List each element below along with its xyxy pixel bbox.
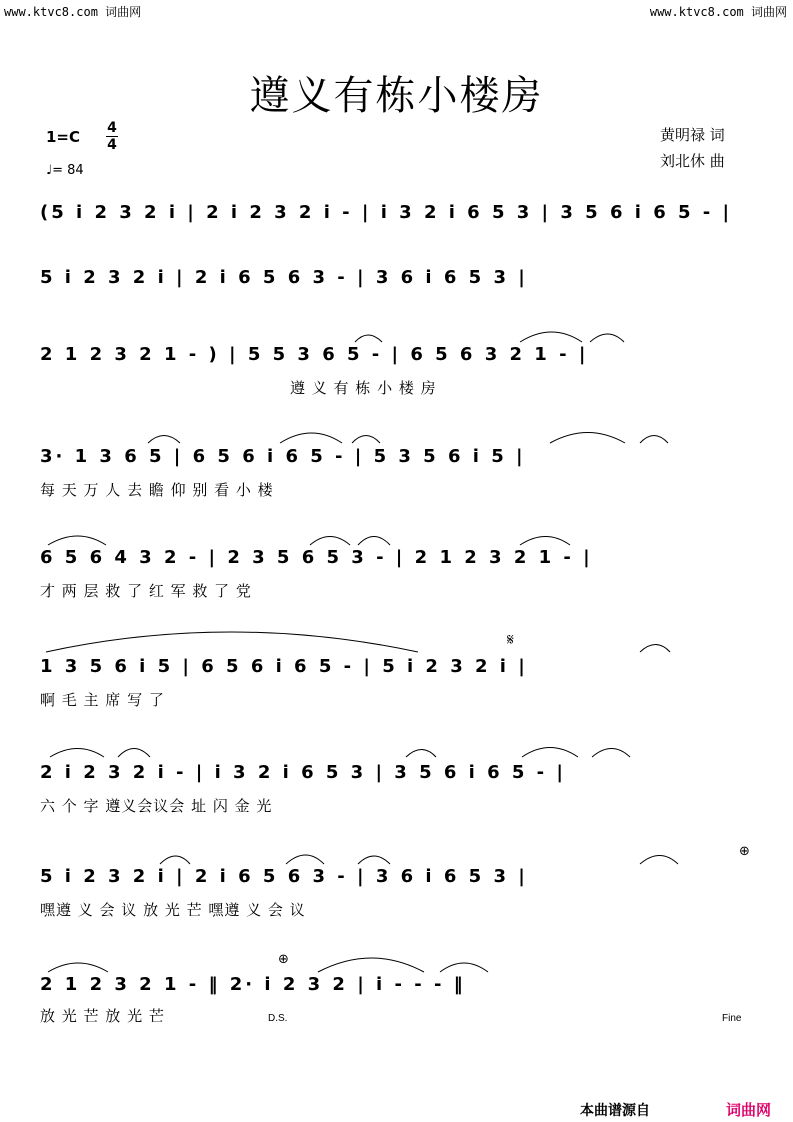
- slur: [318, 958, 424, 972]
- row-8-notes: 5 i 2 3 2 i | 2 i 6 5 6 3 - | 3 6 i 6 5 3 |: [40, 866, 528, 887]
- row-3-lyrics: 遵 义 有 栋 小 楼 房: [290, 379, 437, 397]
- ds-marking: D.S.: [268, 1013, 288, 1024]
- tempo-value: = 84: [52, 163, 84, 178]
- fine-marking: Fine: [722, 1013, 742, 1024]
- slur: [310, 537, 350, 546]
- row-6-notes: 1 3 5 6 i 5 | 6 5 6 i 6 5 - | 5 i 2 3 2 i |: [40, 656, 528, 677]
- row-1-notes: (5 i 2 3 2 i | 2 i 2 3 2 i - | i 3 2 i 6 5 3 | 3 5 6 i 6 5 - |: [40, 202, 733, 223]
- slur: [550, 433, 625, 444]
- song-title: 遵义有栋小楼房: [249, 73, 544, 119]
- lyricist-credit: 黄明禄 词: [660, 126, 725, 144]
- row-9-lyrics: 放 光 芒 放 光 芒: [40, 1007, 165, 1025]
- slur: [46, 632, 418, 652]
- slur: [50, 749, 104, 758]
- slur: [148, 436, 180, 444]
- slur: [160, 856, 190, 864]
- slur: [520, 332, 582, 342]
- row-7-notes: 2 i 2 3 2 i - | i 3 2 i 6 5 3 | 3 5 6 i 6 5 - |: [40, 762, 566, 783]
- row-2-notes: 5 i 2 3 2 i | 2 i 6 5 6 3 - | 3 6 i 6 5 3 |: [40, 267, 528, 288]
- slur: [280, 433, 342, 443]
- coda-icon: ⊕: [739, 844, 750, 859]
- slur: [640, 436, 668, 444]
- row-3-notes: 2 1 2 3 2 1 - ) | 5 5 3 6 5 - | 6 5 6 3 2 1 - |: [40, 344, 589, 365]
- composer-credit: 刘北休 曲: [660, 152, 725, 170]
- row-4-notes: 3· 1 3 6 5 | 6 5 6 i 6 5 - | 5 3 5 6 i 5 |: [40, 446, 526, 467]
- slur: [640, 645, 670, 653]
- slur: [522, 748, 578, 758]
- row-9-notes: 2 1 2 3 2 1 - ‖ 2· i 2 3 2 | i - - - ‖: [40, 974, 466, 995]
- time-signature-top: 4: [107, 120, 117, 136]
- row-8-lyrics: 嘿遵 义 会 议 放 光 芒 嘿遵 义 会 议: [40, 901, 306, 919]
- slur: [355, 335, 382, 342]
- slur: [520, 537, 570, 546]
- source-label: 本曲谱源自: [580, 1103, 650, 1119]
- site-logo[interactable]: 词曲网: [726, 1101, 772, 1119]
- quarter-note-icon: ♩: [46, 163, 53, 178]
- time-signature-bottom: 4: [107, 137, 117, 153]
- row-7-lyrics: 六 个 字 遵义会议会 址 闪 金 光: [40, 797, 273, 815]
- row-4-lyrics: 每 天 万 人 去 瞻 仰 别 看 小 楼: [40, 481, 274, 499]
- slur: [358, 856, 390, 864]
- slur: [286, 855, 324, 864]
- slur: [590, 334, 624, 342]
- slur: [592, 749, 630, 758]
- row-5-notes: 6 5 6 4 3 2 - | 2 3 5 6 5 3 - | 2 1 2 3 2 1 - |: [40, 547, 593, 568]
- slur: [352, 436, 380, 444]
- row-6-lyrics: 啊 毛 主 席 写 了: [40, 691, 165, 709]
- key-signature: 1=C: [46, 128, 81, 146]
- slur: [640, 856, 678, 865]
- slur: [118, 749, 150, 758]
- segno-icon: 𝄋: [507, 630, 514, 649]
- slur: [358, 537, 390, 546]
- site-header-left[interactable]: www.ktvc8.com 词曲网: [4, 5, 142, 19]
- slur: [48, 536, 106, 545]
- coda-icon-second: ⊕: [278, 952, 289, 967]
- slur: [406, 750, 436, 758]
- site-header-right[interactable]: www.ktvc8.com 词曲网: [649, 5, 787, 19]
- slur: [440, 963, 488, 972]
- slur: [48, 963, 108, 972]
- row-5-lyrics: 才 两 层 救 了 红 军 救 了 党: [40, 582, 252, 600]
